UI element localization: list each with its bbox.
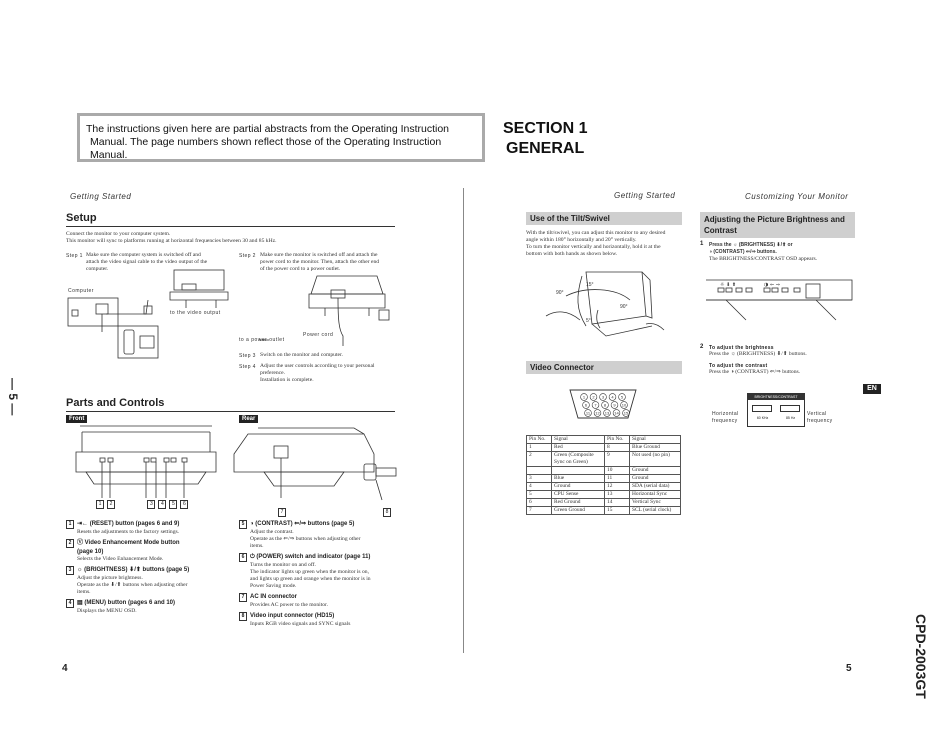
front-callout-3: 3	[147, 500, 155, 509]
pin-table-cell: Blue Ground	[630, 444, 681, 452]
right-page-header-left: Getting Started	[614, 191, 676, 200]
connector-pin-label: 6	[584, 402, 588, 408]
pin-table-cell: 12	[605, 483, 630, 491]
hd15-connector-diagram	[568, 388, 638, 420]
pin-table-cell: SCL (serial clock)	[630, 507, 681, 515]
pin-table-cell: Blue	[552, 475, 605, 483]
left-page-number: 4	[62, 663, 68, 674]
front-callout-2: 2	[107, 500, 115, 509]
front-callouts	[96, 500, 191, 509]
tilt-line-1: With the tilt/swivel, you can adjust this monitor to any desired	[526, 230, 666, 236]
item-2-title2: (page 10)	[77, 549, 104, 555]
connector-pin-label: 12	[595, 410, 600, 416]
pin-table	[526, 435, 681, 515]
control-panel-diagram	[706, 276, 856, 332]
front-callout-5: 5	[169, 500, 177, 509]
step4-line-2: preference.	[260, 370, 285, 376]
pin-table-row	[527, 499, 681, 507]
connector-pin-label: 9	[613, 402, 616, 408]
setup-rule	[66, 226, 395, 227]
setup-intro-1: Connect the monitor to your computer system.	[66, 231, 171, 237]
tilt-label-90-left: 90°	[556, 290, 564, 296]
b-step1-label: 1	[700, 241, 704, 247]
svg-text:☼ ⬇ ⬆: ☼ ⬇ ⬆	[720, 282, 737, 288]
item-5-num: 5	[239, 520, 247, 529]
brightness-title-2: Contrast	[704, 226, 737, 235]
pin-table-cell: 15	[605, 507, 630, 515]
item-8-desc: Inputs RGB video signals and SYNC signals	[250, 621, 351, 627]
pin-table-row	[527, 475, 681, 483]
item-5-desc-3: items.	[250, 543, 264, 549]
tilt-text	[526, 230, 691, 258]
notice-line-1: The instructions given here are partial abstracts from the Operating Instruction	[86, 123, 450, 135]
pin-table-cell: Not used (no pin)	[630, 452, 681, 467]
pin-table-row	[527, 467, 681, 475]
item-1	[66, 520, 234, 536]
rear-callouts	[278, 500, 394, 518]
step1-line-1: Make sure the computer system is switched off and	[86, 252, 201, 258]
pin-table-cell: 4	[527, 483, 552, 491]
pin-table-cell: 5	[527, 491, 552, 499]
tilt-title: Use of the Tilt/Swivel	[526, 212, 682, 225]
step2-line-2: power cord to the monitor. Then, attach the other end	[260, 259, 380, 265]
item-3-title: ☼ (BRIGHTNESS) ⬇/⬆ buttons (page 5)	[77, 567, 190, 573]
item-5	[239, 520, 399, 550]
connector-pin-label: 5	[620, 394, 624, 400]
item-3-desc-3: items.	[77, 589, 91, 595]
b-step1-line-3: The BRIGHTNESS/CONTRAST OSD appears.	[709, 256, 818, 262]
svg-text:◑ ⇐ ⇒: ◑ ⇐ ⇒	[764, 282, 780, 288]
step1-line-2: attach the video signal cable to the video output of the	[86, 259, 208, 265]
osd-brightness-bar	[752, 405, 772, 412]
connector-pin-label: 7	[594, 402, 597, 408]
item-3-desc-2: Operate as the ⬇/⬆ buttons when adjusting other	[77, 582, 188, 588]
tilt-line-3: To turn the monitor vertically and horizontally, hold it at the	[526, 244, 661, 250]
pin-table-header-cell: Signal	[552, 436, 605, 444]
step4-text	[260, 363, 375, 384]
b-adjust-bright-heading: To adjust the brightness	[709, 345, 774, 351]
notice-box	[77, 113, 485, 162]
step4-line-1: Adjust the user controls according to your personal	[260, 363, 375, 369]
step1-line-3: computer.	[86, 266, 109, 272]
osd-box	[747, 393, 805, 427]
item-6-desc-4: Power Saving mode.	[250, 583, 297, 589]
item-6-desc-1: Turns the monitor on and off.	[250, 562, 316, 568]
tilt-swivel-diagram	[546, 266, 666, 346]
connector-pin-label: 2	[592, 394, 595, 400]
item-7	[239, 593, 399, 609]
connector-pin-label: 8	[603, 402, 607, 408]
pin-table-header-cell: Signal	[630, 436, 681, 444]
item-8-title: Video input connector (HD15)	[250, 613, 335, 619]
pin-table-row	[527, 507, 681, 515]
items-left-column	[66, 520, 234, 615]
b-adjust-contrast-heading: To adjust the contrast	[709, 363, 768, 369]
model-number: CPD-2003GT	[913, 614, 929, 699]
connector-pin-label: 4	[611, 394, 614, 400]
osd-contrast-bar	[780, 405, 800, 412]
b-step1-text	[709, 242, 854, 263]
item-1-desc: Resets the adjustments to the factory settings.	[77, 529, 180, 535]
label-power-cord: Power cord	[303, 332, 334, 338]
brightness-title-1: Adjusting the Picture Brightness and	[704, 215, 845, 224]
front-callout-6: 6	[180, 500, 188, 509]
pin-table-cell: 9	[605, 452, 630, 467]
pin-table-cell: Ground	[552, 483, 605, 491]
items-right-column	[239, 520, 399, 628]
tilt-line-4: bottom with both hands as shown below.	[526, 251, 618, 257]
item-1-title: ⇥← (RESET) button (pages 6 and 9)	[77, 521, 180, 527]
label-power-outlet: to a power outlet	[239, 337, 285, 343]
pin-table-header	[527, 436, 681, 444]
section-line-1: SECTION 1	[503, 120, 588, 137]
pin-table-header-cell: Pin No.	[605, 436, 630, 444]
brightness-title	[700, 212, 855, 238]
item-7-title: AC IN connector	[250, 594, 298, 600]
item-3	[66, 566, 234, 596]
side-page-number: — 5 —	[6, 378, 20, 416]
pin-table-cell	[552, 467, 605, 475]
front-label: Front	[66, 415, 87, 423]
connector-pin-label: 11	[585, 410, 591, 416]
connector-pin-label: 14	[614, 410, 619, 416]
parts-title: Parts and Controls	[66, 397, 165, 409]
osd-h-value: 60 KHz	[756, 416, 769, 420]
osd-v-value: 85 Hz	[785, 416, 796, 420]
item-3-desc-1: Adjust the picture brightness.	[77, 575, 143, 581]
item-2-num: 2	[66, 539, 74, 548]
connector-pin-label: 3	[601, 394, 605, 400]
tilt-label-5: 5°	[586, 318, 591, 324]
connector-pin-label: 10	[621, 402, 627, 408]
pin-table-cell: Ground	[630, 475, 681, 483]
tilt-line-2: angle within 180° horizontally and 20° vertically.	[526, 237, 637, 243]
setup-diagram-power	[239, 270, 399, 350]
item-7-desc: Provides AC power to the monitor.	[250, 602, 328, 608]
label-video-output: to the video output	[170, 310, 221, 316]
pin-table-row	[527, 491, 681, 499]
step3-label: Step 3	[239, 353, 256, 359]
pin-table-cell: Green Ground	[552, 507, 605, 515]
osd-label-horizontal: Horizontal frequency	[712, 411, 739, 424]
item-4-desc: Displays the MENU OSD.	[77, 608, 137, 614]
item-8	[239, 612, 399, 628]
item-6-desc-3: and lights up green and orange when the monitor is in	[250, 576, 371, 582]
step2-line-1: Make sure the monitor is switched off and attach the	[260, 252, 378, 258]
b-step2-label: 2	[700, 344, 704, 350]
pin-table-cell: Green (Composite Sync on Green)	[552, 452, 605, 467]
connector-title: Video Connector	[526, 361, 682, 374]
pin-table-cell: 7	[527, 507, 552, 515]
pin-table-cell: 1	[527, 444, 552, 452]
tilt-label-90-right: 90°	[620, 304, 628, 310]
item-4	[66, 599, 234, 615]
connector-pin-label: 1	[582, 394, 586, 400]
setup-diagram-computer	[66, 270, 241, 370]
pin-table-cell: 2	[527, 452, 552, 467]
parts-rule	[66, 411, 395, 412]
front-callout-1: 1	[96, 500, 104, 509]
setup-intro	[66, 231, 277, 245]
pin-table-row	[527, 483, 681, 491]
pin-table-cell: Red Ground	[552, 499, 605, 507]
pin-table-cell: 11	[605, 475, 630, 483]
item-5-desc-1: Adjust the contrast.	[250, 529, 294, 535]
pin-table-cell: 10	[605, 467, 630, 475]
b-step1-line-2: ◑ (CONTRAST) ⇐/⇒ buttons.	[709, 249, 777, 255]
item-5-title: ◑ (CONTRAST) ⇐/⇒ buttons (page 5)	[250, 521, 355, 527]
pin-table-cell: Red	[552, 444, 605, 452]
pin-table-cell: Horizontal Sync	[630, 491, 681, 499]
item-8-num: 8	[239, 612, 247, 621]
connector-pin-label: 13	[604, 410, 610, 416]
en-badge: EN	[863, 384, 881, 394]
label-computer: Computer	[68, 288, 94, 294]
item-3-num: 3	[66, 566, 74, 575]
rear-label: Rear	[239, 415, 258, 423]
item-6-desc-2: The indicator lights up green when the monitor is on,	[250, 569, 369, 575]
b-step1-line-1: Press the ☼ (BRIGHTNESS) ⬇/⬆ or	[709, 242, 793, 248]
item-6	[239, 553, 399, 590]
step2-label: Step 2	[239, 253, 256, 259]
pin-table-cell: CPU Sense	[552, 491, 605, 499]
left-page-header: Getting Started	[70, 192, 132, 201]
pin-table-cell: 3	[527, 475, 552, 483]
pin-table-cell: 13	[605, 491, 630, 499]
connector-pin-label: 15	[623, 410, 629, 416]
front-callout-4: 4	[158, 500, 166, 509]
page-divider	[463, 188, 464, 653]
b-adjust-contrast-text: Press the ◑ (CONTRAST) ⇐/⇒ buttons.	[709, 369, 801, 375]
right-page-header-right: Customizing Your Monitor	[745, 192, 849, 201]
pin-table-cell: 14	[605, 499, 630, 507]
item-4-title: ▤ (MENU) button (pages 6 and 10)	[77, 600, 176, 606]
item-2-desc: Selects the Video Enhancement Mode.	[77, 556, 164, 562]
step4-label: Step 4	[239, 364, 256, 370]
b-adjust-bright-text: Press the ☼ (BRIGHTNESS) ⬇/⬆ buttons.	[709, 351, 807, 357]
rear-callout-8: 8	[383, 508, 391, 517]
section-line-2: GENERAL	[506, 140, 585, 157]
item-2	[66, 539, 234, 563]
item-2-title: Ⓥ Video Enhancement Mode button	[77, 540, 180, 546]
pin-table-cell	[527, 467, 552, 475]
pin-table-cell: SDA (serial data)	[630, 483, 681, 491]
item-6-title: ⏻ (POWER) switch and indicator (page 11)	[250, 554, 371, 560]
osd-freq	[748, 416, 804, 420]
item-7-num: 7	[239, 593, 247, 602]
tilt-label-15: 15°	[586, 282, 594, 288]
setup-intro-2: This monitor will sync to platforms running at horizontal frequencies between 30 and 85 kHz.	[66, 238, 277, 244]
step4-line-3: Installation is complete.	[260, 377, 314, 383]
rear-callout-7: 7	[278, 508, 286, 517]
pin-table-header-cell: Pin No.	[527, 436, 552, 444]
pin-table-cell: 8	[605, 444, 630, 452]
item-4-num: 4	[66, 599, 74, 608]
item-6-num: 6	[239, 553, 247, 562]
osd-label-vertical: Vertical frequency	[807, 411, 833, 424]
step2-line-3: of the power cord to a power outlet.	[260, 266, 341, 272]
osd-title: BRIGHTNESS/CONTRAST	[748, 394, 804, 400]
osd-bars	[748, 405, 804, 412]
pin-table-row	[527, 452, 681, 467]
step1-label: Step 1	[66, 253, 83, 259]
section-title	[503, 119, 587, 159]
right-page-number: 5	[846, 663, 852, 674]
step3-text: Switch on the monitor and computer.	[260, 352, 343, 358]
pin-table-cell: Vertical Sync	[630, 499, 681, 507]
pin-table-cell: Ground	[630, 467, 681, 475]
pin-table-row	[527, 444, 681, 452]
item-1-num: 1	[66, 520, 74, 529]
setup-title: Setup	[66, 212, 97, 224]
notice-line-2: Manual. The page numbers shown reflect those of the Operating Instruction Manual.	[90, 136, 442, 161]
pin-table-cell: 6	[527, 499, 552, 507]
item-5-desc-2: Operate as the ⇐/⇒ buttons when adjusting other	[250, 536, 361, 542]
b-step2-text	[709, 345, 854, 376]
